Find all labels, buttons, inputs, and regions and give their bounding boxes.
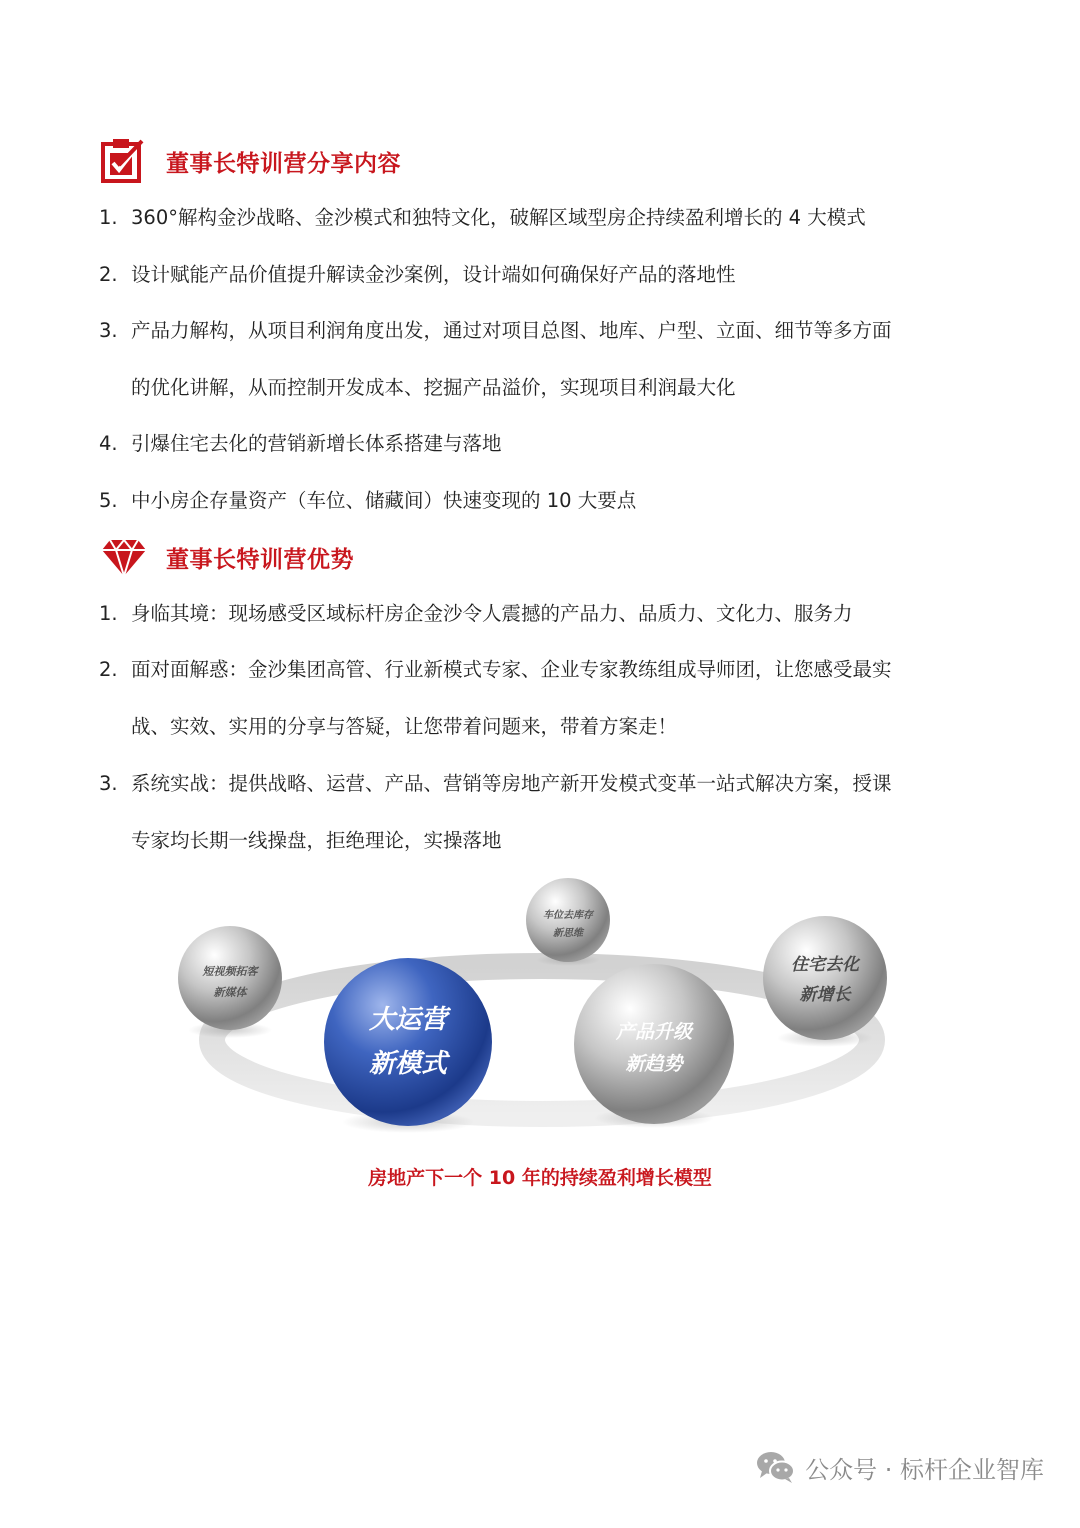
- sphere-label: 新思维: [553, 928, 583, 939]
- sphere-label: 新增长: [799, 985, 851, 1005]
- item-text: 中小房企存量资产（车位、储藏间）快速变现的 10 大要点: [131, 489, 637, 512]
- item-number: 3.: [99, 319, 118, 342]
- sphere-label: 住宅去化: [791, 955, 859, 975]
- diamond-icon: [100, 534, 148, 580]
- item-number: 2.: [99, 263, 118, 286]
- list-item: [99, 189, 999, 246]
- item-text: 设计赋能产品价值提升解读金沙案例，设计端如何确保好产品的落地性: [131, 263, 736, 286]
- growth-model-diagram: [170, 872, 910, 1144]
- sphere-short-video: [178, 926, 282, 1038]
- item-number: 2.: [99, 658, 118, 681]
- item-text: 系统实战：提供战略、运营、产品、营销等房地产新开发模式变革一站式解决方案，授课: [131, 772, 892, 795]
- item-number: 5.: [99, 489, 118, 512]
- list-item: [99, 415, 999, 472]
- item-text: 面对面解惑：金沙集团高管、行业新模式专家、企业专家教练组成导师团，让您感受最实: [131, 658, 892, 681]
- sphere-label: 新趋势: [625, 1053, 683, 1075]
- list-item: [99, 755, 999, 869]
- item-number: 1.: [99, 206, 118, 229]
- sphere-label: 新模式: [368, 1049, 448, 1079]
- sphere-label: 新媒体: [213, 986, 247, 999]
- item-number: 3.: [99, 772, 118, 795]
- diagram-caption: 房地产下一个 10 年的持续盈利增长模型: [368, 1167, 712, 1189]
- watermark: [755, 1447, 1044, 1487]
- item-number: 4.: [99, 432, 118, 455]
- sphere-parking: [526, 878, 610, 966]
- item-text-continued: 战、实效、实用的分享与答疑，让您带着问题来，带着方案走！: [131, 715, 678, 738]
- item-text-continued: 专家均长期一线操盘，拒绝理论，实操落地: [131, 829, 502, 852]
- section-header-sharing: [100, 138, 401, 184]
- list-item: [99, 641, 999, 755]
- list-item: [99, 585, 999, 642]
- clipboard-check-icon: [100, 138, 148, 184]
- item-text: 身临其境：现场感受区域标杆房企金沙令人震撼的产品力、品质力、文化力、服务力: [131, 602, 853, 625]
- item-text: 引爆住宅去化的营销新增长体系搭建与落地: [131, 432, 502, 455]
- sphere-label: 大运营: [368, 1005, 448, 1035]
- item-number: 1.: [99, 602, 118, 625]
- item-text: 产品力解构，从项目利润角度出发，通过对项目总图、地库、户型、立面、细节等多方面: [131, 319, 892, 342]
- list-item: [99, 302, 999, 416]
- sphere-label: 产品升级: [615, 1021, 693, 1043]
- list-item: [99, 246, 999, 303]
- watermark-text: 公众号 · 标杆企业智库: [805, 1455, 1044, 1484]
- sphere-label: 车位去库存: [543, 910, 593, 921]
- list-item: [99, 472, 999, 529]
- wechat-icon: [755, 1450, 797, 1484]
- section-header-advantages: [100, 534, 354, 580]
- section-title: 董事长特训营优势: [166, 546, 354, 573]
- item-text-continued: 的优化讲解，从而控制开发成本、挖掘产品溢价，实现项目利润最大化: [131, 376, 736, 399]
- item-text: 360°解构金沙战略、金沙模式和独特文化，破解区域型房企持续盈利增长的 4 大模式: [131, 206, 866, 229]
- sphere-label: 短视频拓客: [202, 965, 258, 978]
- section-title: 董事长特训营分享内容: [166, 150, 401, 177]
